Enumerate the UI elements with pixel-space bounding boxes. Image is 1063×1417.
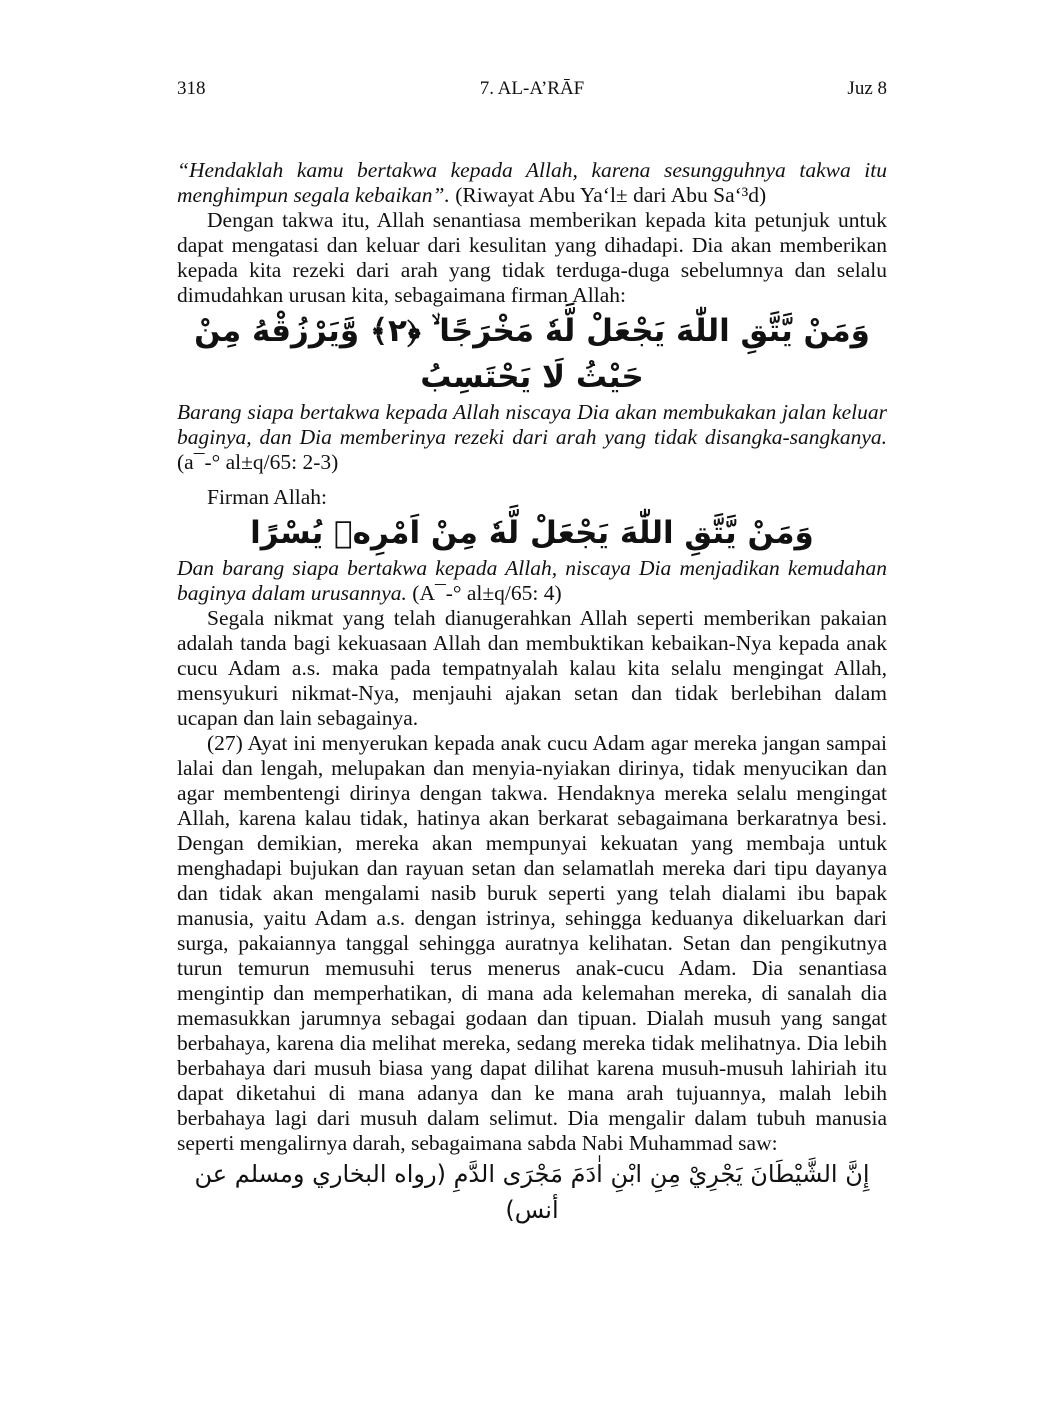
translation-2-text: Dan barang siapa bertakwa kepada Allah, niscaya Dia menjadikan kemudahan baginya dalam urusannya. <box>177 556 887 605</box>
translation-1-reference: (a¯-° al±q/65: 2-3) <box>177 450 339 474</box>
quote-text: “Hendaklah kamu bertakwa kepada Allah, karena sesungguhnya takwa itu menghimpun segala kebaikan”. <box>177 158 887 207</box>
paragraph-takwa: Dengan takwa itu, Allah senantiasa memberikan kepada kita petunjuk untuk dapat mengatasi dan keluar dari kesulitan yang dihadapi. Dia akan memberikan kepada kita rezeki dari arah yang tidak terduga-duga sebelumnya dan selalu dimudahkan urusan kita, sebagaimana firman Allah: <box>177 208 887 307</box>
translation-1-text: Barang siapa bertakwa kepada Allah niscaya Dia akan membukakan jalan keluar baginya, dan Dia memberinya rezeki dari arah yang tidak disangka-sangkanya. <box>177 400 887 449</box>
chapter-title: 7. AL-A’RĀF <box>479 78 585 99</box>
paragraph-27: (27) Ayat ini menyerukan kepada anak cucu Adam agar mereka jangan sampai lalai dan lengah, melupakan dan menyia-nyiakan dirinya, tidak menyucikan dan agar membentengi dirinya dengan takwa. Hendaknya mereka selalu mengingat Allah, karena kalau tidak, hatinya akan berkarat sebagaimana berkaratnya besi. Dengan demikian, mereka akan mempunyai kekuatan yang membaja untuk menghadapi bujukan dan rayuan setan dan selamatlah mereka dari tipu dayanya dan tidak akan mengalami nasib buruk seperti yang telah dialami ibu bapak manusia, yaitu Adam a.s. dengan istrinya, sehingga keduanya dikeluarkan dari surga, pakaiannya tanggal sehingga auratnya kelihatan. Setan dan pengikutnya turun temurun memusuhi terus menerus anak-cucu Adam. Dia senantiasa mengintip dan memperhatikan, di mana ada kelemahan mereka, di sanalah dia memasukkan jarumnya sebagai godaan dan tipuan. Dialah musuh yang sangat berbahaya, karena dia melihat mereka, sedang mereka tidak melihatnya. Dia lebih berbahaya dari musuh biasa yang dapat dilihat karena musuh-musuh lahiriah itu dapat diketahui di mana adanya dan ke mana arah tujuannya, malah lebih berbahaya lagi dari musuh dalam selimut. Dia mengalir dalam tubuh manusia seperti mengalirnya darah, sebagaimana sabda Nabi Muhammad saw: <box>177 731 887 1155</box>
firman-label: Firman Allah: <box>207 485 328 509</box>
arabic-hadith: إِنَّ الشَّيْطَانَ يَجْرِيْ مِنِ ابْنِ اٰدَمَ مَجْرَى الدَّمِ (رواه البخاري ومسلم عن أنس) <box>194 1160 870 1224</box>
arabic-verse-2: وَمَنْ يَّتَّقِ اللّٰهَ يَجْعَلْ لَّهٗ مِنْ اَمْرِهٖ يُسْرًا <box>250 515 814 551</box>
translation-2 <box>177 556 887 606</box>
translation-2-reference: (A¯-° al±q/65: 4) <box>406 581 562 605</box>
arabic-verse-1: وَمَنْ يَّتَّقِ اللّٰهَ يَجْعَلْ لَّهٗ مَخْرَجًا ۙ ﴿٢﴾ وَّيَرْزُقْهُ مِنْ حَيْثُ لَا يَحْتَسِبُ <box>194 313 870 395</box>
quote-paragraph <box>177 158 887 208</box>
juz-label: Juz 8 <box>847 78 887 99</box>
page-body <box>177 158 887 1228</box>
page-header <box>177 78 887 104</box>
page-number: 318 <box>177 78 206 99</box>
translation-1 <box>177 400 887 475</box>
paragraph-nikmat: Segala nikmat yang telah dianugerahkan Allah seperti memberikan pakaian adalah tanda bagi kekuasaan Allah dan membuktikan kebaikan-Nya kepada anak cucu Adam a.s. maka pada tempatnyalah kalau kita selalu mengingat Allah, mensyukuri nikmat-Nya, menjauhi ajakan setan dan tidak berlebihan dalam ucapan dan lain sebagainya. <box>177 606 887 730</box>
quote-reference: (Riwayat Abu Ya‘l± dari Abu Sa‘³d) <box>449 183 767 207</box>
